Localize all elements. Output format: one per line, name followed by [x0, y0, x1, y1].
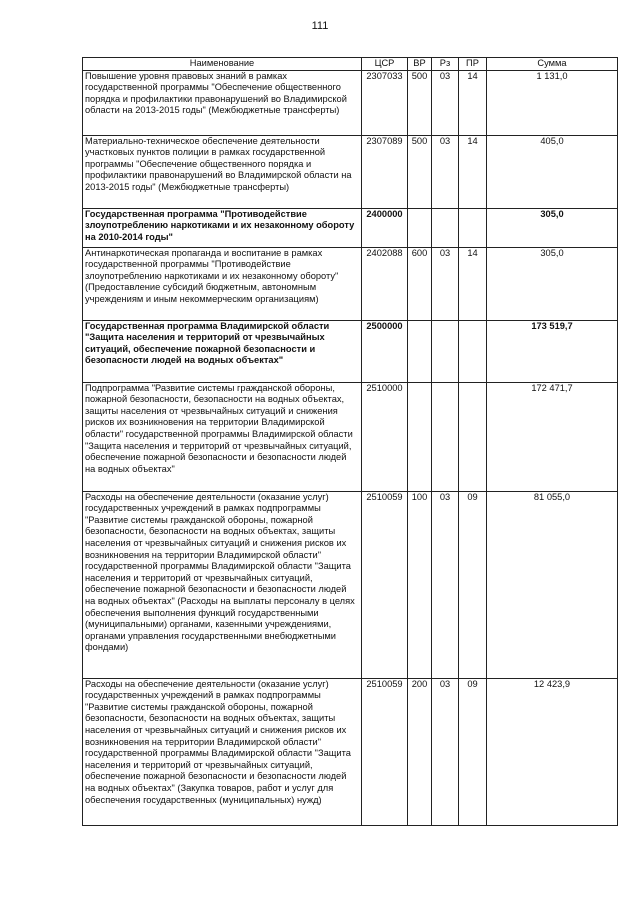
row-rz [432, 320, 459, 382]
row-csr: 2307033 [362, 70, 408, 135]
row-csr: 2510059 [362, 491, 408, 678]
header-pr: ПР [459, 58, 487, 71]
table-row [83, 382, 618, 491]
row-pr: 14 [459, 247, 487, 320]
row-vr: 100 [408, 491, 432, 678]
row-name: Подпрограмма "Развитие системы гражданской обороны, пожарной безопасности, безопасности на водных объектах, защиты населения от чрезвычайных ситуаций и снижения рисков их возникновения на территории Владимирской области" государственной программы Владимирской области "Защита населения и территорий от чрезвычайных ситуаций, обеспечение пожарной безопасности и безопасности людей на водных объектах" [83, 382, 362, 491]
table-row [83, 320, 618, 382]
row-rz: 03 [432, 678, 459, 825]
row-csr: 2510000 [362, 382, 408, 491]
header-vr: ВР [408, 58, 432, 71]
header-rz: Рз [432, 58, 459, 71]
row-sum: 305,0 [487, 247, 618, 320]
header-sum: Сумма [487, 58, 618, 71]
row-sum: 81 055,0 [487, 491, 618, 678]
row-pr: 09 [459, 678, 487, 825]
row-rz [432, 208, 459, 247]
row-vr [408, 208, 432, 247]
row-vr [408, 320, 432, 382]
row-sum: 172 471,7 [487, 382, 618, 491]
row-rz: 03 [432, 247, 459, 320]
header-csr: ЦСР [362, 58, 408, 71]
row-pr: 14 [459, 135, 487, 208]
table-row [83, 247, 618, 320]
row-vr: 200 [408, 678, 432, 825]
header-name: Наименование [83, 58, 362, 71]
row-name: Расходы на обеспечение деятельности (оказание услуг) государственных учреждений в рамках подпрограммы "Развитие системы гражданской обороны, пожарной безопасности, безопасности на водных объектах, защиты населения от чрезвычайных ситуаций и снижения рисков их возникновения на территории Владимирской области" государственной программы Владимирской области "Защита населения и территорий от чрезвычайных ситуаций, обеспечение пожарной безопасности и безопасности людей на водных объектах" (Закупка товаров, работ и услуг для обеспечения государственных (муниципальных) нужд) [83, 678, 362, 825]
row-sum: 305,0 [487, 208, 618, 247]
row-rz: 03 [432, 135, 459, 208]
row-vr [408, 382, 432, 491]
row-csr: 2510059 [362, 678, 408, 825]
row-sum: 405,0 [487, 135, 618, 208]
row-pr [459, 320, 487, 382]
row-name: Антинаркотическая пропаганда и воспитание в рамках государственной программы "Противодействие злоупотреблению наркотиками и их незаконному обороту" (Предоставление субсидий бюджетным, автономным учреждениям и иным некоммерческим организациям) [83, 247, 362, 320]
table-row [83, 208, 618, 247]
row-csr: 2500000 [362, 320, 408, 382]
row-csr: 2307089 [362, 135, 408, 208]
budget-table [82, 57, 618, 826]
row-name: Материально-техническое обеспечение деятельности участковых пунктов полиции в рамках государственной программы "Обеспечение общественного порядка и профилактики правонарушений во Владимирской области на 2013-2015 годы" (Межбюджетные трансферты) [83, 135, 362, 208]
row-vr: 500 [408, 135, 432, 208]
row-name: Повышение уровня правовых знаний в рамках государственной программы "Обеспечение общественного порядка и профилактики правонарушений во Владимирской области на 2013-2015 годы" (Межбюджетные трансферты) [83, 70, 362, 135]
row-rz: 03 [432, 491, 459, 678]
row-vr: 600 [408, 247, 432, 320]
table-row [83, 135, 618, 208]
row-sum: 12 423,9 [487, 678, 618, 825]
table-row [83, 491, 618, 678]
row-name: Государственная программа Владимирской области "Защита населения и территорий от чрезвычайных ситуаций, обеспечение пожарной безопасности и безопасности людей на водных объектах" [83, 320, 362, 382]
row-name: Государственная программа "Противодействие злоупотреблению наркотиками и их незаконному обороту на 2010-2014 годы" [83, 208, 362, 247]
row-name: Расходы на обеспечение деятельности (оказание услуг) государственных учреждений в рамках подпрограммы "Развитие системы гражданской обороны, пожарной безопасности, безопасности на водных объектах, защиты населения от чрезвычайных ситуаций и снижения рисков их возникновения на территории Владимирской области" государственной программы Владимирской области "Защита населения и территорий от чрезвычайных ситуаций, обеспечение пожарной безопасности и безопасности людей на водных объектах" (Расходы на выплаты персоналу в целях обеспечения выполнения функций государственными (муниципальными) органами, казенными учреждениями, органами управления государственными внебюджетными фондами) [83, 491, 362, 678]
row-pr [459, 208, 487, 247]
table-row [83, 678, 618, 825]
row-pr: 09 [459, 491, 487, 678]
row-vr: 500 [408, 70, 432, 135]
row-rz [432, 382, 459, 491]
table-row [83, 70, 618, 135]
row-pr [459, 382, 487, 491]
row-csr: 2400000 [362, 208, 408, 247]
row-csr: 2402088 [362, 247, 408, 320]
row-pr: 14 [459, 70, 487, 135]
row-sum: 173 519,7 [487, 320, 618, 382]
row-rz: 03 [432, 70, 459, 135]
page-number: 111 [311, 20, 329, 32]
table-header-row [83, 58, 618, 71]
row-sum: 1 131,0 [487, 70, 618, 135]
